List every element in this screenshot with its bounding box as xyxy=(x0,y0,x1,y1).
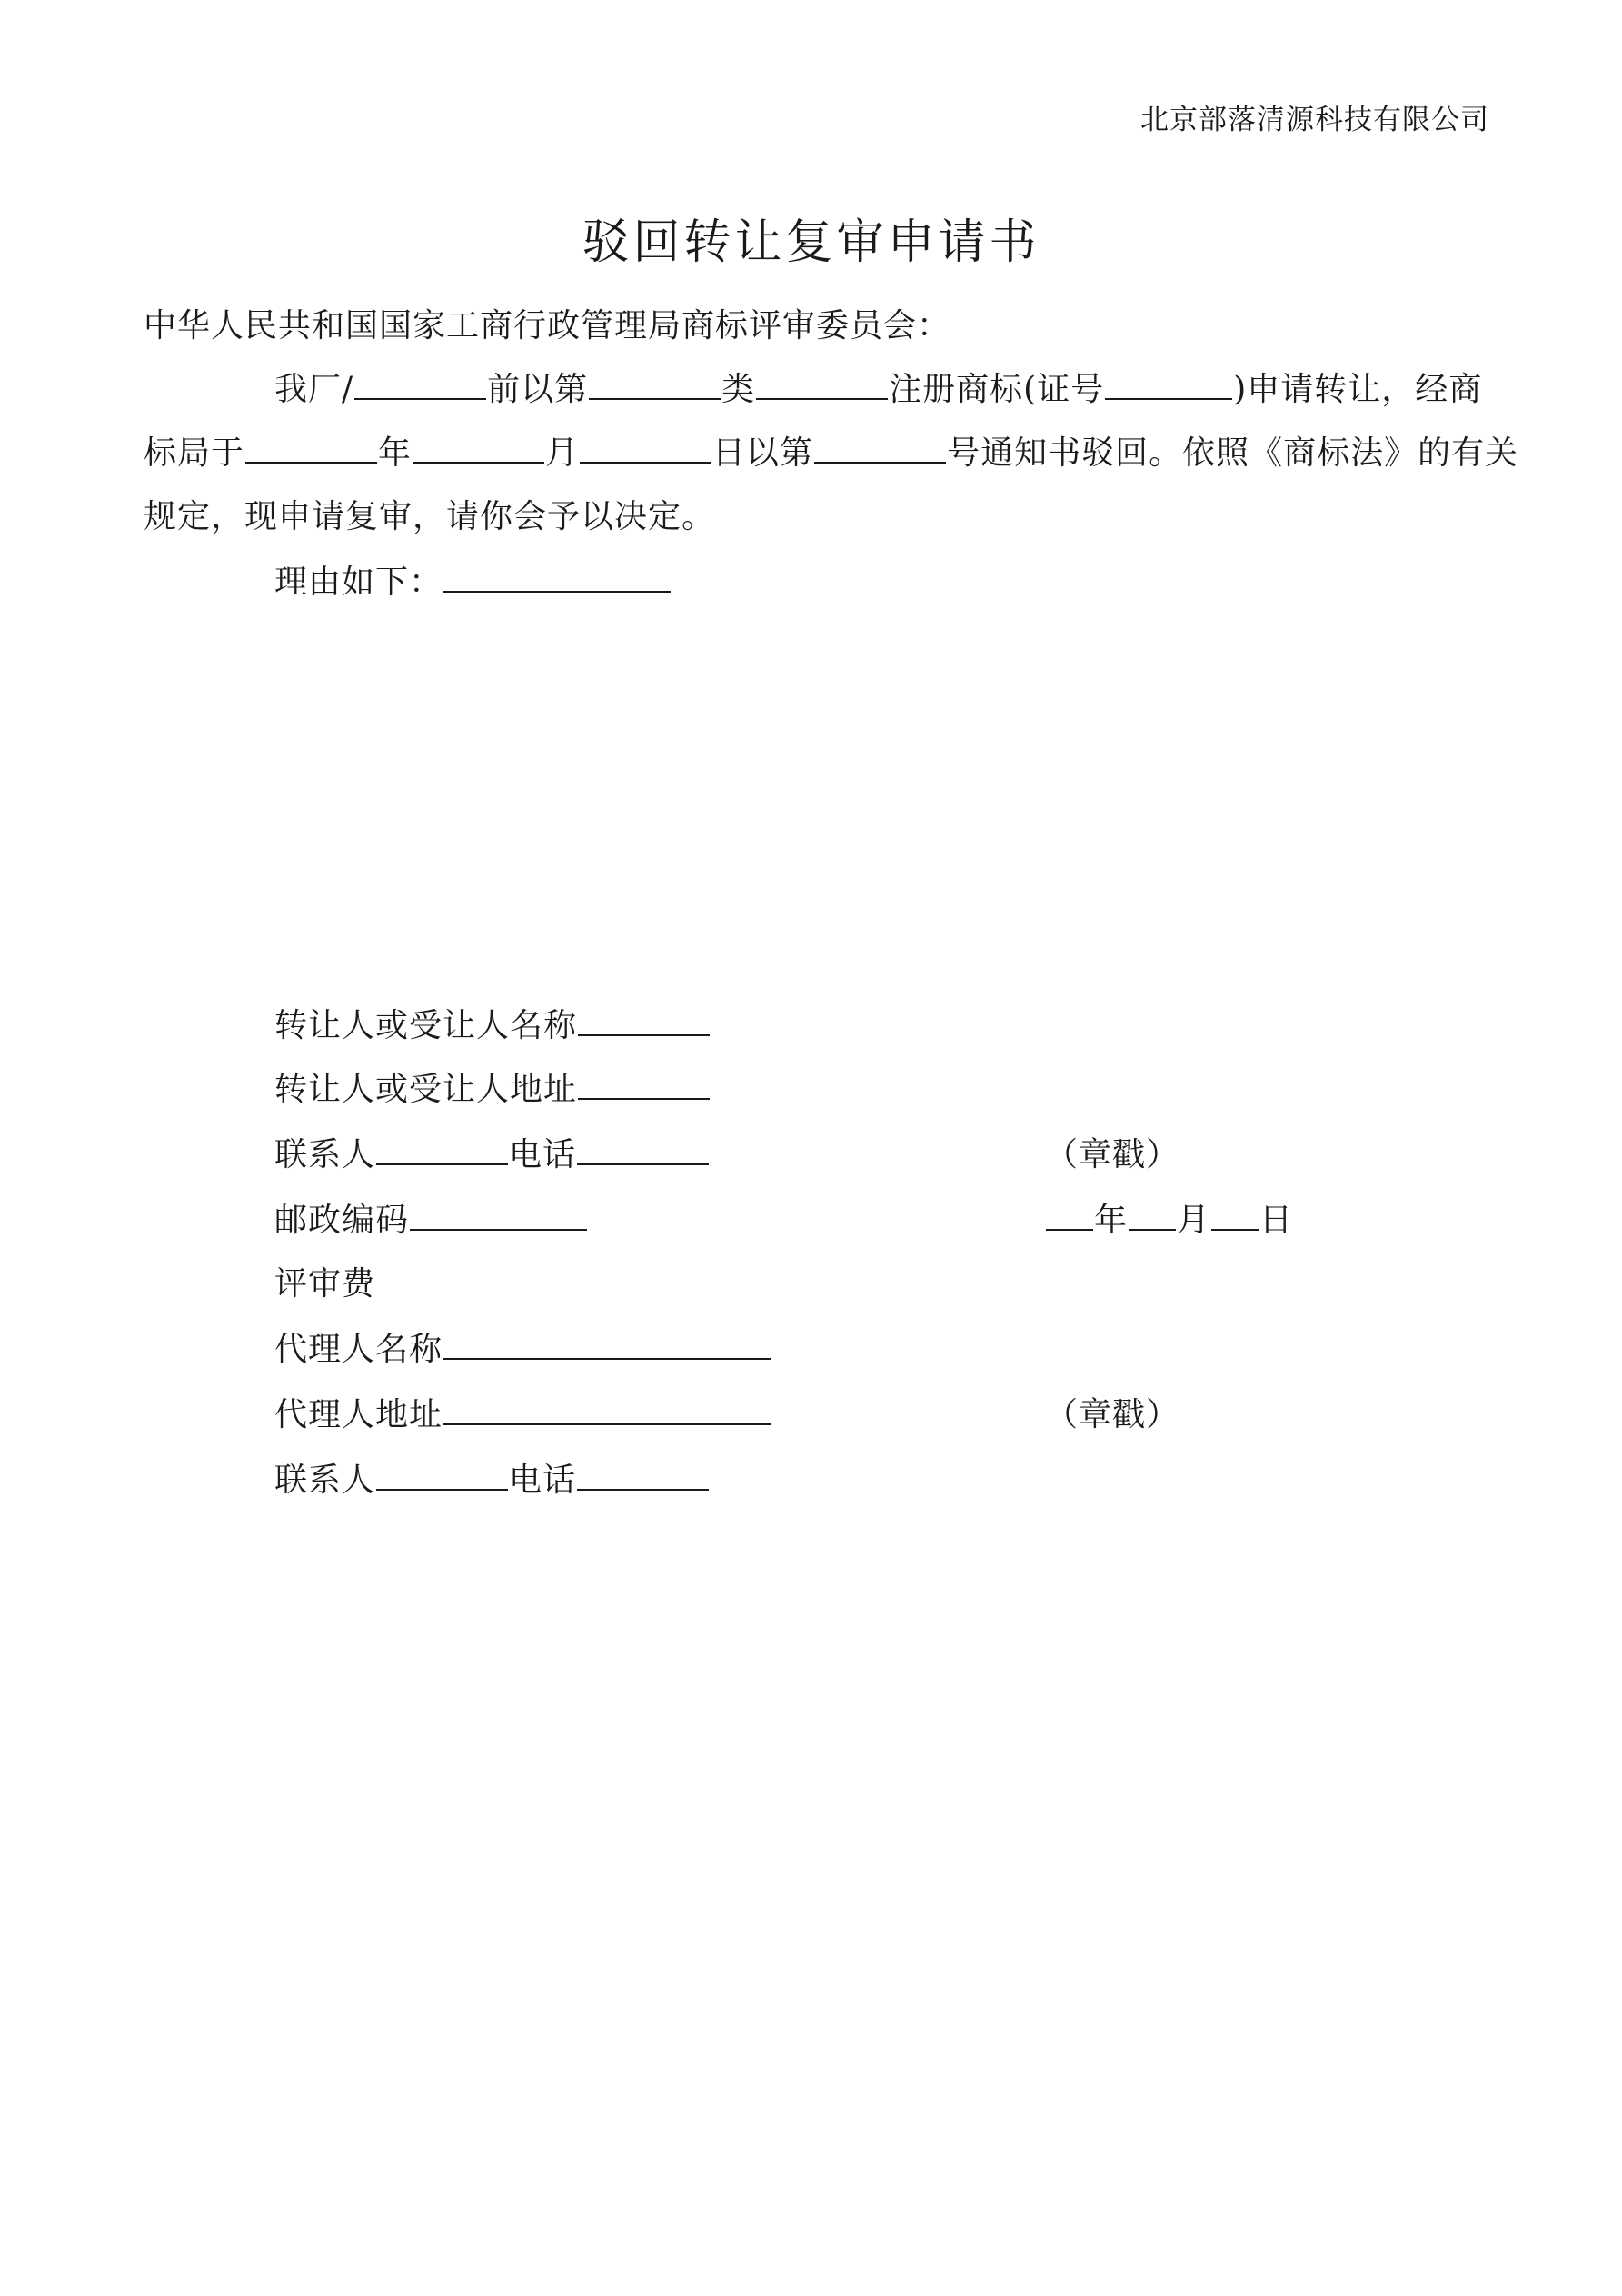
text-segment: 年 xyxy=(378,434,413,472)
blank-month[interactable] xyxy=(413,431,544,464)
blank-year[interactable] xyxy=(245,431,377,464)
body-line-2 xyxy=(144,427,1518,474)
field-label: 代理人地址 xyxy=(274,1396,443,1433)
text-segment: 注册商标(证号 xyxy=(889,371,1105,408)
reasons-label: 理由如下： xyxy=(274,564,443,601)
blank-transferor-address[interactable] xyxy=(578,1067,710,1100)
field-label: 电话 xyxy=(509,1462,577,1499)
blank-phone[interactable] xyxy=(577,1133,709,1165)
blank-date-day[interactable] xyxy=(1211,1198,1259,1231)
date-label: 年 xyxy=(1094,1202,1129,1239)
agent-name-field xyxy=(274,1323,771,1370)
blank-factory[interactable] xyxy=(354,367,486,400)
blank-postcode[interactable] xyxy=(410,1198,587,1231)
seal-mark-2: （章戳） xyxy=(1045,1396,1180,1433)
field-label: 代理人名称 xyxy=(274,1331,443,1368)
agent-address-field xyxy=(274,1389,771,1435)
date-line xyxy=(1045,1194,1293,1241)
field-label: 转让人或受让人地址 xyxy=(274,1071,578,1108)
blank-agent-phone[interactable] xyxy=(577,1458,709,1491)
text-segment: 月 xyxy=(545,434,580,472)
body-line-3: 规定，现申请复审，请你会予以决定。 xyxy=(144,498,716,535)
text-segment: 标局于 xyxy=(144,434,245,472)
blank-agent-address[interactable] xyxy=(443,1393,771,1425)
body-line-1 xyxy=(274,364,1482,410)
date-label: 月 xyxy=(1177,1202,1211,1239)
document-title: 驳回转让复审申请书 xyxy=(582,215,1040,270)
addressee: 中华人民共和国国家工商行政管理局商标评审委员会： xyxy=(144,307,951,344)
field-label: 电话 xyxy=(509,1136,577,1173)
blank-reasons[interactable] xyxy=(443,560,671,593)
blank-day[interactable] xyxy=(580,431,711,464)
blank-date-month[interactable] xyxy=(1129,1198,1176,1231)
blank-date-year[interactable] xyxy=(1046,1198,1093,1231)
text-segment: )申请转让，经商 xyxy=(1233,371,1483,408)
field-label: 邮政编码 xyxy=(274,1202,410,1239)
transferor-name-field xyxy=(274,1000,711,1046)
postcode-field xyxy=(274,1194,588,1241)
review-fee-field: 评审费 xyxy=(274,1265,376,1303)
blank-contact[interactable] xyxy=(376,1133,508,1165)
text-segment: 我厂/ xyxy=(274,371,354,408)
seal-mark-1: （章戳） xyxy=(1045,1136,1180,1173)
date-label: 日 xyxy=(1259,1202,1294,1239)
text-segment: 日以第 xyxy=(712,434,814,472)
field-label: 转让人或受让人名称 xyxy=(274,1007,578,1044)
contact-phone-field xyxy=(274,1129,710,1175)
transferor-address-field xyxy=(274,1063,711,1110)
text-segment: 前以第 xyxy=(487,371,589,408)
text-segment: 号通知书驳回。依照《商标法》的有关 xyxy=(947,434,1519,472)
blank-certificate-number[interactable] xyxy=(1105,367,1232,400)
blank-transferor-name[interactable] xyxy=(578,1003,710,1036)
blank-trademark[interactable] xyxy=(756,367,888,400)
agent-contact-phone-field xyxy=(274,1454,710,1501)
blank-agent-contact[interactable] xyxy=(376,1458,508,1491)
reasons-line xyxy=(274,556,672,603)
field-label: 联系人 xyxy=(274,1136,376,1173)
blank-agent-name[interactable] xyxy=(443,1327,771,1360)
company-name: 北京部落清源科技有限公司 xyxy=(1140,104,1489,136)
field-label: 联系人 xyxy=(274,1462,376,1499)
text-segment: 类 xyxy=(721,371,756,408)
blank-notice-number[interactable] xyxy=(814,431,946,464)
blank-class-number[interactable] xyxy=(589,367,721,400)
